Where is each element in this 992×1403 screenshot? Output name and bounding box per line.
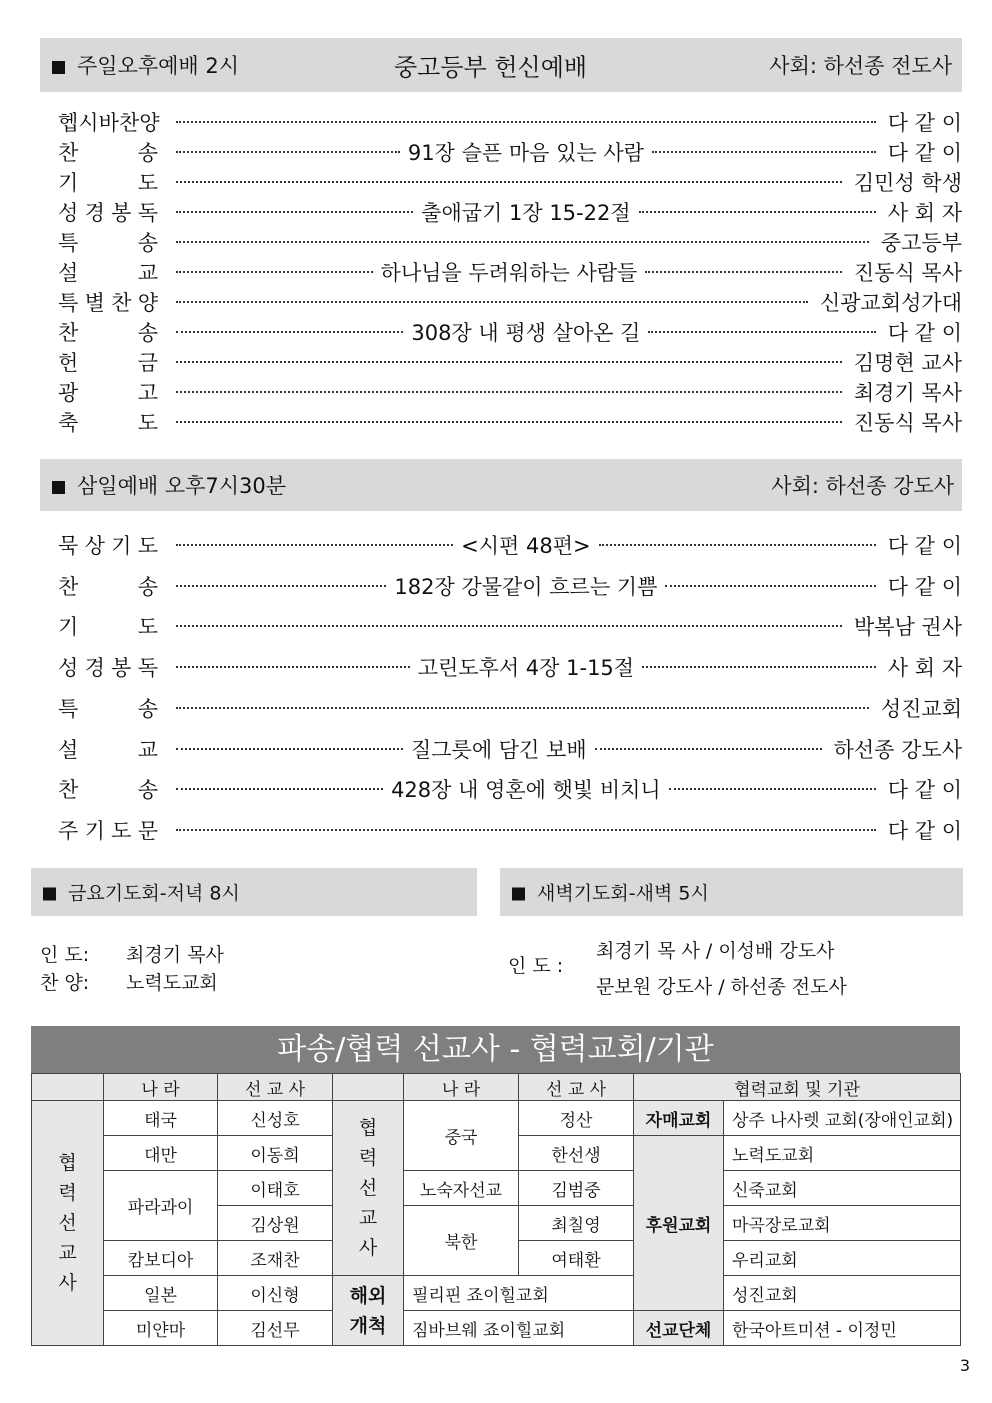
dot-leader — [176, 197, 876, 227]
missionary-cell: 정산 — [519, 1101, 634, 1136]
dot-leader — [176, 317, 876, 347]
order-leader: 중고등부 — [880, 231, 962, 255]
page-number: 3 — [959, 1356, 970, 1375]
missionary-cell: 이동희 — [218, 1136, 333, 1171]
order-row — [58, 137, 962, 167]
order-detail: 308장 내 평생 살아온 길 — [411, 321, 641, 345]
order-label: 특 송 — [58, 696, 158, 721]
square-bullet-icon — [52, 61, 65, 74]
dot-leader — [176, 391, 842, 393]
mission-org-label: 선교단체 — [634, 1311, 724, 1346]
col-country: 나 라 — [404, 1074, 519, 1101]
order-leader: 진동식 목사 — [853, 261, 962, 285]
sister-church-label: 자매교회 — [634, 1101, 724, 1136]
order-leader: 사 회 자 — [887, 201, 962, 225]
missionary-cell: 이신형 — [218, 1276, 333, 1311]
col-missionary: 선 교 사 — [519, 1074, 634, 1101]
dawn-leader-line: 최경기 목 사 / 이성배 강도사 — [596, 940, 835, 962]
missions-title: 파송/협력 선교사 - 협력교회/기관 — [31, 1026, 960, 1073]
order-label: 헵 시 바 찬 양 — [58, 111, 160, 135]
square-bullet-icon — [43, 888, 56, 901]
dawn-prayer-header — [500, 868, 963, 916]
order-row — [58, 227, 962, 257]
dot-leader — [176, 421, 842, 423]
overseas-item: 짐바브웨 죠이힐교회 — [404, 1311, 634, 1346]
order-label: 성 경 봉 독 — [58, 656, 158, 681]
friday-header-text: 금요기도회-저녁 8시 — [68, 882, 240, 905]
order-leader: 다 같 이 — [887, 534, 962, 558]
friday-prayer-header — [31, 868, 477, 916]
order-label: 찬 송 — [58, 141, 158, 165]
dot-leader — [176, 257, 842, 287]
sunday-afternoon-header — [40, 38, 962, 92]
order-detail: 출애굽기 1장 15-22절 — [421, 201, 631, 225]
missionary-cell: 조재찬 — [218, 1241, 333, 1276]
dot-leader — [176, 734, 822, 764]
dot-leader — [176, 530, 876, 560]
order-detail: 하나님을 두려워하는 사람들 — [380, 261, 638, 285]
order-label: 헌 금 — [58, 351, 158, 375]
order-label: 설 교 — [58, 261, 158, 285]
col-country: 나 라 — [104, 1074, 218, 1101]
order-label: 찬 송 — [58, 321, 158, 345]
country-cell: 북한 — [404, 1206, 519, 1276]
section1-header-presider: 사회: 하선종 전도사 — [769, 54, 952, 78]
col-churches: 협력교회 및 기관 — [634, 1074, 961, 1101]
dot-leader — [176, 361, 842, 363]
order-row — [58, 407, 962, 437]
order-row — [58, 567, 962, 605]
order-row — [58, 730, 962, 768]
dot-leader — [176, 652, 876, 682]
support-church-item: 성진교회 — [724, 1276, 961, 1311]
dawn-leaders — [596, 933, 847, 1005]
overseas-label: 해외 개척 — [333, 1276, 404, 1346]
dot-leader — [176, 625, 842, 627]
missionary-cell: 김상원 — [218, 1206, 333, 1241]
order-label: 설 교 — [58, 737, 158, 762]
square-bullet-icon — [512, 888, 525, 901]
order-row — [58, 317, 962, 347]
country-cell: 캄보디아 — [104, 1241, 218, 1276]
order-detail: 고린도후서 4장 1-15절 — [417, 656, 635, 681]
dot-leader — [176, 707, 869, 709]
order-leader: 진동식 목사 — [853, 411, 962, 435]
country-cell: 미얀마 — [104, 1311, 218, 1346]
support-church-item: 우리교회 — [724, 1241, 961, 1276]
order-row — [58, 689, 962, 727]
friday-praise-label: 찬 양: — [40, 972, 90, 994]
order-label: 묵 상 기 도 — [58, 534, 158, 558]
order-leader: 다 같 이 — [887, 574, 962, 599]
order-label: 기 도 — [58, 171, 158, 195]
order-leader: 다 같 이 — [887, 321, 962, 345]
dawn-header-text: 새벽기도회-새벽 5시 — [537, 882, 709, 905]
dot-leader — [176, 121, 876, 123]
square-bullet-icon — [52, 481, 65, 494]
order-leader: 사 회 자 — [887, 656, 962, 681]
order-label: 성 경 봉 독 — [58, 201, 158, 225]
order-row — [58, 648, 962, 686]
friday-leader-label: 인 도: — [40, 944, 90, 966]
overseas-item: 필리핀 죠이힐교회 — [404, 1276, 634, 1311]
order-row — [58, 607, 962, 645]
missionary-cell: 신성호 — [218, 1101, 333, 1136]
order-label: 특 별 찬 양 — [58, 291, 158, 315]
order-row — [58, 347, 962, 377]
col-missionary: 선 교 사 — [218, 1074, 333, 1101]
order-row — [58, 167, 962, 197]
friday-leader-value: 최경기 목사 — [126, 944, 224, 966]
order-leader: 성진교회 — [880, 696, 962, 721]
missionary-cell: 김선무 — [218, 1311, 333, 1346]
order-leader: 박복남 권사 — [853, 615, 962, 640]
order-row — [58, 377, 962, 407]
order-row — [58, 197, 962, 227]
order-leader: 하선종 강도사 — [833, 737, 962, 762]
sister-church-value: 상주 나사렛 교회(장애인교회) — [724, 1101, 961, 1136]
missionary-cell: 이태호 — [218, 1171, 333, 1206]
order-detail: <시편 48편> — [461, 534, 591, 558]
dot-leader — [176, 241, 869, 243]
dot-leader — [176, 301, 808, 303]
support-church-item: 마곡장로교회 — [724, 1206, 961, 1241]
group1-label: 협 력 선 교 사 — [32, 1101, 104, 1346]
dot-leader — [176, 137, 876, 167]
dot-leader — [176, 829, 876, 831]
order-leader: 다 같 이 — [887, 818, 962, 843]
order-leader: 다 같 이 — [887, 111, 962, 135]
dawn-leader-line: 문보원 강도사 / 하선종 전도사 — [596, 976, 847, 998]
dot-leader — [176, 774, 876, 804]
friday-details — [40, 941, 224, 997]
dawn-leader-label: 인 도 : — [508, 955, 564, 977]
country-cell: 일본 — [104, 1276, 218, 1311]
order-detail: 91장 슬픈 마음 있는 사람 — [407, 141, 644, 165]
section1-header-left: 주일오후예배 2시 — [52, 50, 239, 80]
support-church-label: 후원교회 — [634, 1136, 724, 1311]
order-row — [58, 770, 962, 808]
country-cell: 노숙자선교 — [404, 1171, 519, 1206]
country-cell: 중국 — [404, 1101, 519, 1171]
section2-header-presider: 사회: 하선종 강도사 — [771, 474, 954, 498]
missionary-cell: 최칠영 — [519, 1206, 634, 1241]
order-row — [58, 287, 962, 317]
group2-label: 협 력 선 교 사 — [333, 1101, 404, 1276]
dot-leader — [176, 571, 876, 601]
missionary-cell: 한선생 — [519, 1136, 634, 1171]
order-label: 축 도 — [58, 411, 158, 435]
order-detail: 182장 강물같이 흐르는 기쁨 — [394, 574, 658, 599]
order-leader: 김명현 교사 — [853, 351, 962, 375]
section1-header-title: 중고등부 헌신예배 — [394, 53, 588, 82]
order-label: 찬 송 — [58, 574, 158, 599]
order-detail: 428장 내 영혼에 햇빛 비치니 — [391, 778, 661, 803]
order-leader: 최경기 목사 — [853, 381, 962, 405]
order-row — [58, 811, 962, 849]
order-leader: 다 같 이 — [887, 778, 962, 803]
mission-org-value: 한국아트미션 - 이정민 — [724, 1311, 961, 1346]
dot-leader — [176, 181, 842, 183]
section2-header-left: 삼일예배 오후7시30분 — [52, 470, 286, 500]
missionary-cell: 여태환 — [519, 1241, 634, 1276]
country-cell: 대만 — [104, 1136, 218, 1171]
country-cell: 태국 — [104, 1101, 218, 1136]
order-label: 찬 송 — [58, 778, 158, 803]
missionary-cell: 김범중 — [519, 1171, 634, 1206]
friday-praise-value: 노력도교회 — [126, 972, 218, 994]
support-church-item: 노력도교회 — [724, 1136, 961, 1171]
order-leader: 신광교회성가대 — [819, 291, 962, 315]
wednesday-service-header — [40, 459, 962, 511]
support-church-item: 신죽교회 — [724, 1171, 961, 1206]
order-row — [58, 257, 962, 287]
order-leader: 김민성 학생 — [853, 171, 962, 195]
missions-table — [31, 1073, 961, 1346]
order-row — [58, 526, 962, 564]
order-row — [58, 107, 962, 137]
order-detail: 질그릇에 담긴 보배 — [410, 737, 587, 762]
country-cell: 파라과이 — [104, 1171, 218, 1241]
order-label: 주 기 도 문 — [58, 818, 158, 843]
order-leader: 다 같 이 — [887, 141, 962, 165]
order-label: 기 도 — [58, 615, 158, 640]
order-label: 광 고 — [58, 381, 158, 405]
order-label: 특 송 — [58, 231, 158, 255]
